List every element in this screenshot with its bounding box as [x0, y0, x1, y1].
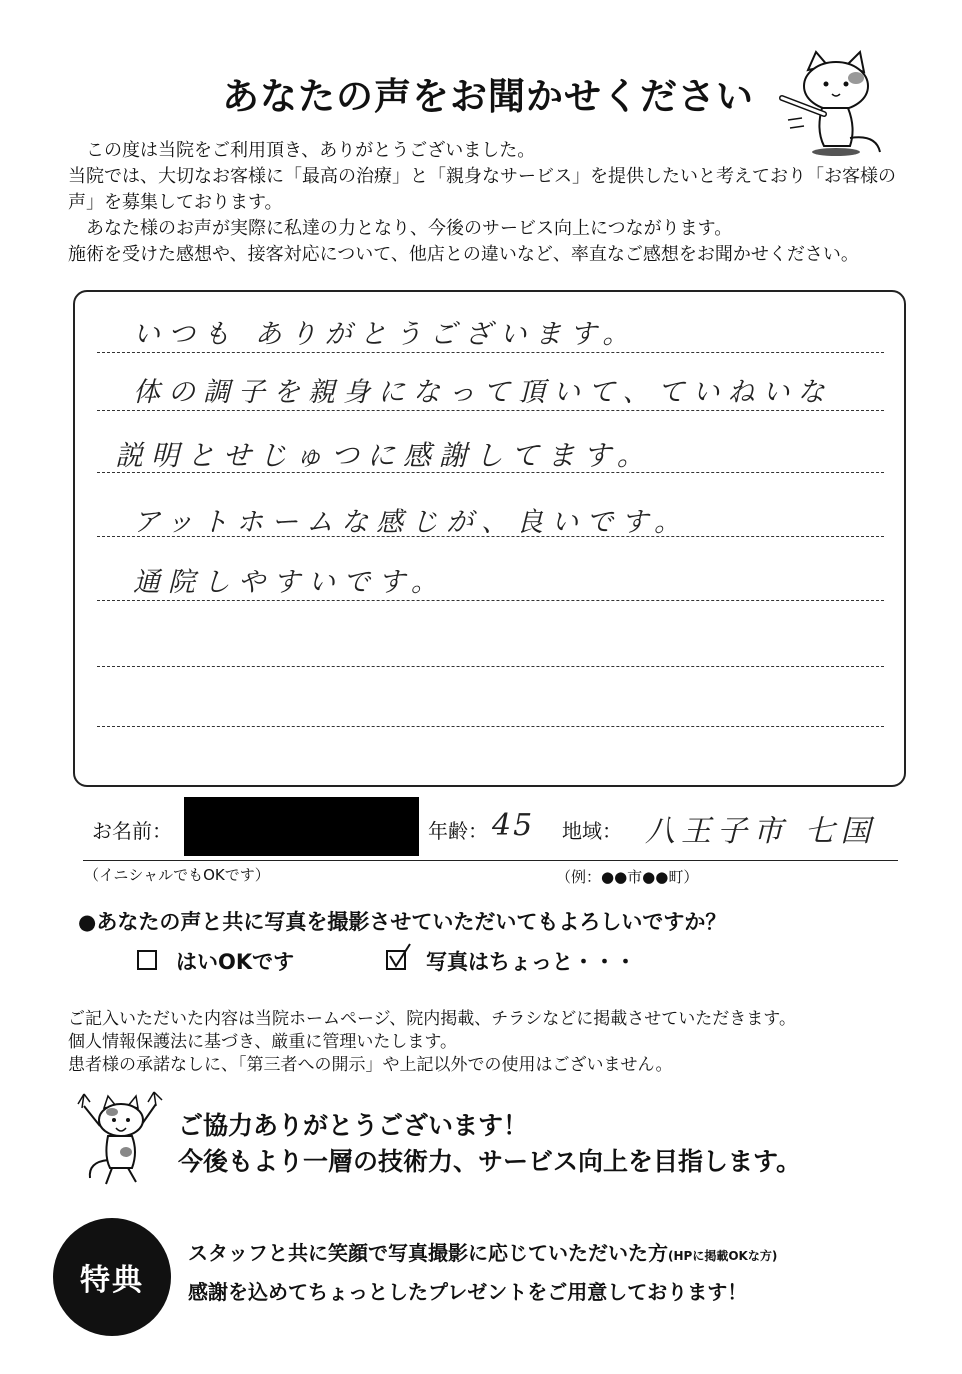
field-underline	[83, 860, 898, 861]
handwritten-line: アットホームな感じが、良いです。	[133, 507, 689, 538]
ruled-line	[97, 600, 884, 601]
perk-line: スタッフと共に笑顔で写真撮影に応じていただいた方	[188, 1241, 668, 1265]
privacy-notice	[68, 1008, 796, 1077]
intro-line: あなた様のお声が実際に私達の力となり、今後のサービス向上につながります。	[86, 218, 733, 239]
option-no-label: 写真はちょっと・・・	[426, 950, 636, 974]
checkbox-no[interactable]	[386, 950, 406, 970]
name-label: お名前：	[92, 819, 172, 843]
thanks-line: ご協力ありがとうございます！	[178, 1111, 529, 1140]
handwritten-line: いつも ありがとうございます。	[133, 319, 638, 350]
name-note: （イニシャルでもOKです）	[84, 866, 270, 884]
ruled-line	[97, 666, 884, 667]
option-yes-label: はいOKです	[176, 950, 295, 974]
ruled-line	[97, 726, 884, 727]
thanks-line: 今後もより一層の技術力、サービス向上を目指します。	[178, 1147, 802, 1176]
handwritten-line: 体の調子を親身になって頂いて、ていねいな	[133, 377, 833, 408]
intro-text	[68, 138, 908, 268]
notice-line: 個人情報保護法に基づき、厳重に管理いたします。	[68, 1032, 457, 1052]
checkbox-yes[interactable]	[137, 950, 157, 970]
ruled-line	[97, 410, 884, 411]
checkmark-icon	[386, 942, 416, 972]
handwritten-line: 説明とせじゅつに感謝してます。	[115, 439, 653, 472]
perk-line: 感謝を込めてちょっとしたプレゼントをご用意しております！	[188, 1280, 748, 1304]
age-value: 45	[492, 808, 535, 843]
notice-line: ご記入いただいた内容は当院ホームページ、院内掲載、チラシなどに掲載させていただきます。	[68, 1009, 796, 1029]
region-value: 八王子市 七国	[645, 814, 877, 849]
page-title: あなたの声をお聞かせください	[222, 75, 754, 118]
thanks-message	[178, 1108, 801, 1180]
ruled-line	[97, 352, 884, 353]
name-redaction	[184, 797, 419, 856]
intro-line: 当院では、大切なお客様に「最高の治療」と「親身なサービス」を提供したいと考えており「お客様の声」を募集しております。	[68, 166, 896, 213]
intro-line: 施術を受けた感想や、接客対応について、他店との違いなど、率直なご感想をお聞かせください。	[68, 244, 859, 265]
perk-badge: 特典	[53, 1218, 171, 1336]
region-example: （例：●●市●●町）	[556, 868, 699, 886]
intro-line: この度は当院をご利用頂き、ありがとうございました。	[86, 140, 536, 161]
handwritten-line: 通院しやすいです。	[133, 567, 446, 598]
photo-question: ●あなたの声と共に写真を撮影させていただいてもよろしいですか？	[78, 910, 727, 934]
comment-box[interactable]	[73, 290, 906, 787]
region-label: 地域：	[562, 819, 622, 843]
perk-note: (HPに掲載OKな方)	[668, 1249, 778, 1263]
perk-text	[188, 1235, 777, 1310]
notice-line: 患者様の承諾なしに、「第三者への開示」や上記以外での使用はございません。	[68, 1055, 673, 1075]
cat-cheering-icon	[70, 1090, 170, 1190]
age-label: 年齢：	[428, 819, 488, 843]
